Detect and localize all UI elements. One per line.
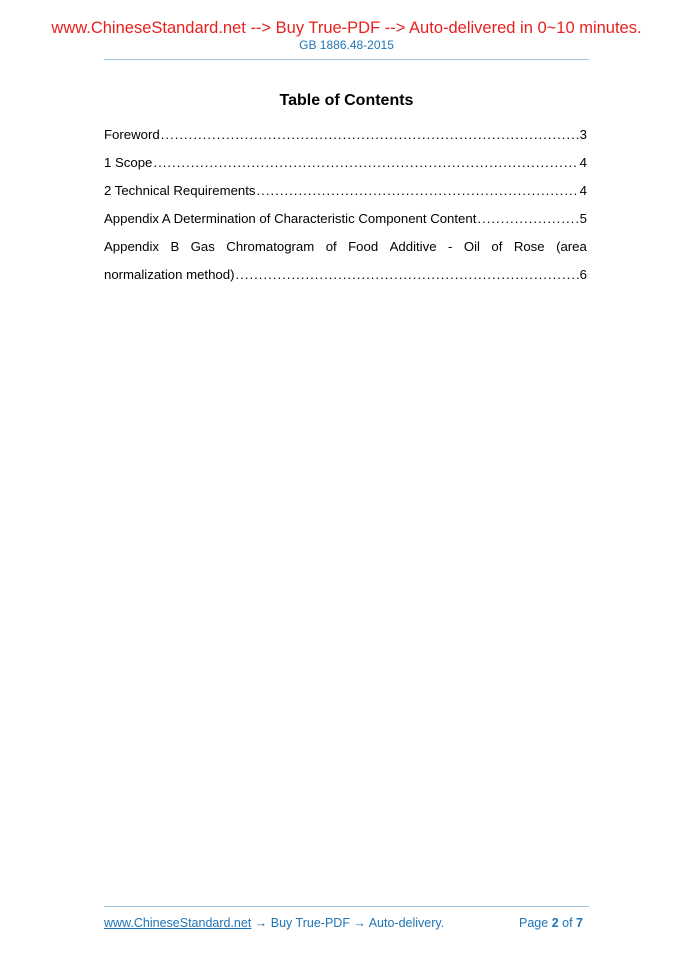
toc-title: Table of Contents <box>279 92 414 109</box>
toc-entry-label: Appendix A Determination of Characteristic Component Content <box>104 211 477 226</box>
toc-entry-label: 1 Scope <box>104 155 153 170</box>
document-code: GB 1886.48-2015 <box>299 38 394 52</box>
toc-entry-appendix-b[interactable] <box>104 233 587 289</box>
toc-word: Additive <box>389 239 437 254</box>
footer-divider <box>104 906 589 907</box>
footer-delivery-text: Auto-delivery. <box>368 916 445 930</box>
footer-website-link[interactable]: www.ChineseStandard.net <box>104 916 252 930</box>
toc-entry-page: 3 <box>579 127 587 142</box>
toc-leader-dots <box>257 177 579 205</box>
toc-word: - <box>447 239 453 254</box>
toc-leader-dots <box>161 121 579 149</box>
arrow-icon: → <box>349 916 369 930</box>
toc-word: Appendix <box>104 239 159 254</box>
toc-word: of <box>325 239 337 254</box>
toc-entry-technical-requirements[interactable] <box>104 177 587 205</box>
page-total: 7 <box>576 916 583 930</box>
toc-leader-dots <box>153 149 578 177</box>
toc-entry-page: 4 <box>579 183 587 198</box>
toc-entry-justified-line <box>104 233 587 261</box>
toc-entry-second-line <box>104 261 587 289</box>
toc-word: Rose <box>513 239 545 254</box>
header-divider <box>104 59 589 60</box>
page-current: 2 <box>551 916 559 930</box>
toc-word: B <box>170 239 180 254</box>
table-of-contents <box>104 121 587 289</box>
toc-entry-label: 2 Technical Requirements <box>104 183 256 198</box>
page-of: of <box>562 916 573 930</box>
toc-word: Gas <box>190 239 215 254</box>
toc-entry-appendix-a[interactable] <box>104 205 587 233</box>
toc-entry-label: Foreword <box>104 127 160 142</box>
toc-entry-label: normalization method) <box>104 267 235 282</box>
top-banner: www.ChineseStandard.net --> Buy True-PDF --> Auto-delivered in 0~10 minutes. <box>51 19 642 37</box>
page-label: Page <box>519 916 549 930</box>
toc-word: Food <box>348 239 379 254</box>
toc-word: Oil <box>463 239 480 254</box>
footer-promo <box>104 915 444 931</box>
arrow-icon: → <box>251 916 271 930</box>
toc-leader-dots <box>235 261 578 289</box>
toc-word: Chromatogram <box>226 239 315 254</box>
toc-entry-page: 6 <box>579 267 587 282</box>
page-number <box>519 915 583 931</box>
toc-word: (area <box>556 239 587 254</box>
toc-entry-scope[interactable] <box>104 149 587 177</box>
toc-leader-dots <box>477 205 578 233</box>
toc-entry-page: 5 <box>579 211 587 226</box>
toc-entry-page: 4 <box>579 155 587 170</box>
footer-buy-text: Buy True-PDF <box>270 916 350 930</box>
toc-word: of <box>491 239 503 254</box>
toc-entry-foreword[interactable] <box>104 121 587 149</box>
